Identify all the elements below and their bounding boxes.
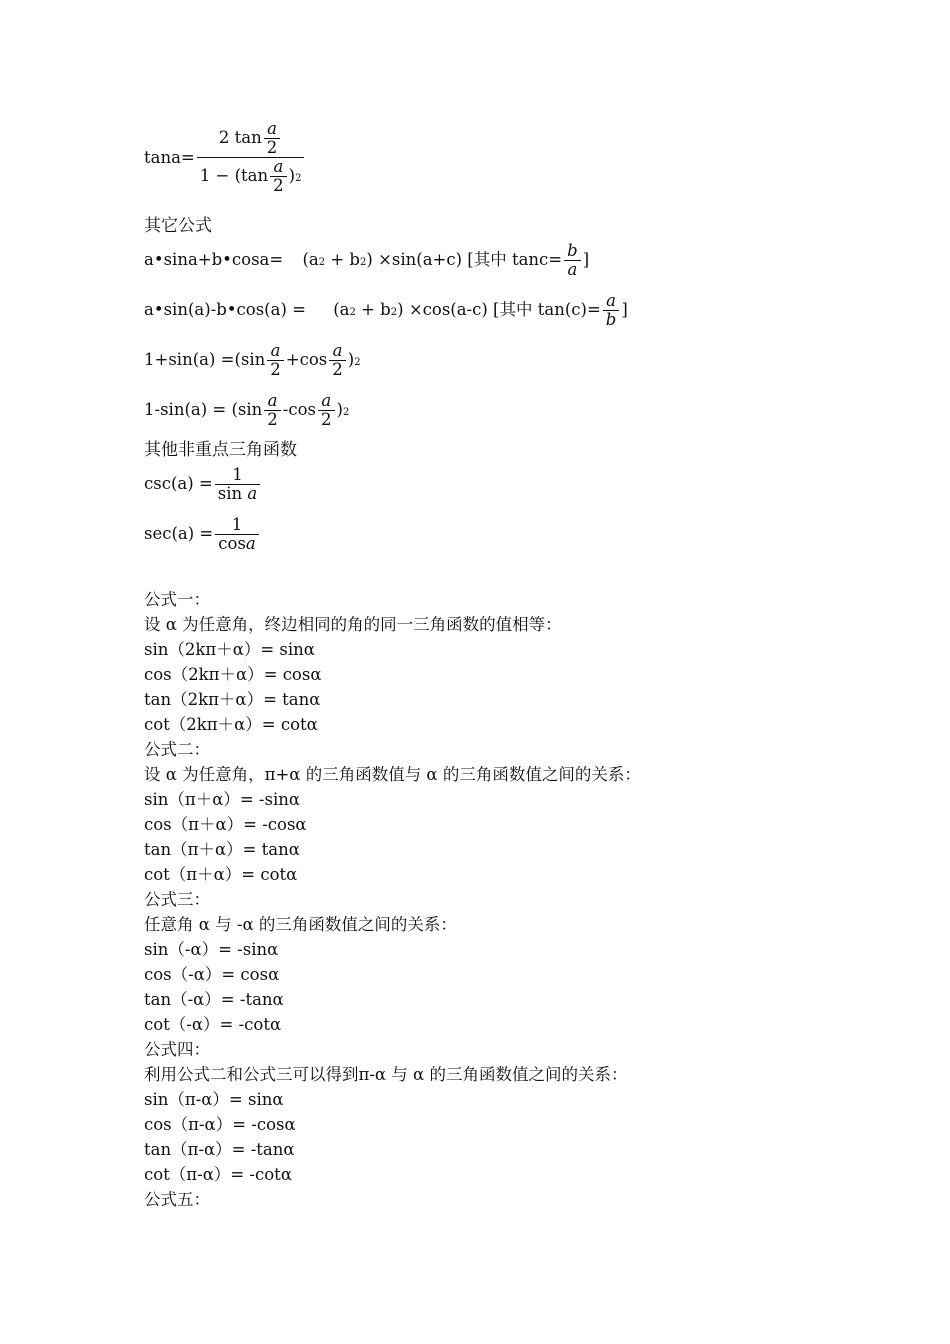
text-line: cot（2kπ＋α）= cotα [144,715,318,734]
text-line: 任意角 α 与 -α 的三角函数值之间的关系： [144,915,457,934]
formula-sec: sec(a) = $\frac{1}{\cos a}$ [144,516,261,553]
text-line: sin（π＋α）= -sinα [144,790,301,809]
text-line: tan（π-α）= -tanα [144,1140,295,1159]
text-line: 公式三： [144,890,210,909]
text-line: sin（-α）= -sinα [144,940,279,959]
text-line: tan（π＋α）= tanα [144,840,300,859]
fraction [197,120,305,195]
text-line: cot（π-α）= -cotα [144,1165,292,1184]
text-line: cot（-α）= -cotα [144,1015,282,1034]
numerator: 2 tan $\frac{a}{2}$ [197,120,305,157]
text-line: tan（2kπ＋α）= tanα [144,690,321,709]
formula-csc: csc(a) = $\frac{1}{\text{sin a}}$ [144,466,262,503]
formula-asina-bcosa: a•sina+b•cosa= (a2 + b2) ×sin(a+c) [其中 tanc= $\frac{b}{a}$ ] [144,241,590,279]
formula-1-plus-sin: 1+sin(a) =(sin $\frac{a}{2}$ +cos $\frac{a}{2}$ )2 [144,341,361,379]
text-line: cos（-α）= cosα [144,965,280,984]
formula-tana [144,120,306,195]
formula-asina-minus-bcosa: a•sin(a)-b•cos(a) = (a2 + b2) ×cos(a-c) [其中 tan(c)= $\frac{a}{b}$ ] [144,291,628,329]
text-line: 设 α 为任意角，终边相同的角的同一三角函数的值相等： [144,615,562,634]
text-line: 公式一： [144,590,210,609]
heading-other-formulas: 其它公式 [144,216,212,236]
text-line: sin（π-α）= sinα [144,1090,284,1109]
heading-nonkey-trig: 其他非重点三角函数 [144,440,297,460]
text-line: cos（π-α）= -cosα [144,1115,296,1134]
text-line: sin（2kπ＋α）= sinα [144,640,315,659]
text-line: tan（-α）= -tanα [144,990,284,1009]
text-line: 利用公式二和公式三可以得到π-α 与 α 的三角函数值之间的关系： [144,1065,628,1084]
text-line: cos（π＋α）= -cosα [144,815,307,834]
text-line: 设 α 为任意角，π+α 的三角函数值与 α 的三角函数值之间的关系： [144,765,641,784]
formula-lhs: tana= [144,147,195,167]
text-line: 公式四： [144,1040,210,1059]
text-line: 公式五： [144,1190,210,1209]
text-line: cot（π＋α）= cotα [144,865,298,884]
denominator: 1 − (tan $\frac{a}{2}$ )2 [197,157,305,195]
text-line: cos（2kπ＋α）= cosα [144,665,322,684]
text-line: 公式二： [144,740,210,759]
formula-1-minus-sin: 1-sin(a) = (sin $\frac{a}{2}$ -cos $\frac{a}{2}$ )2 [144,391,350,429]
